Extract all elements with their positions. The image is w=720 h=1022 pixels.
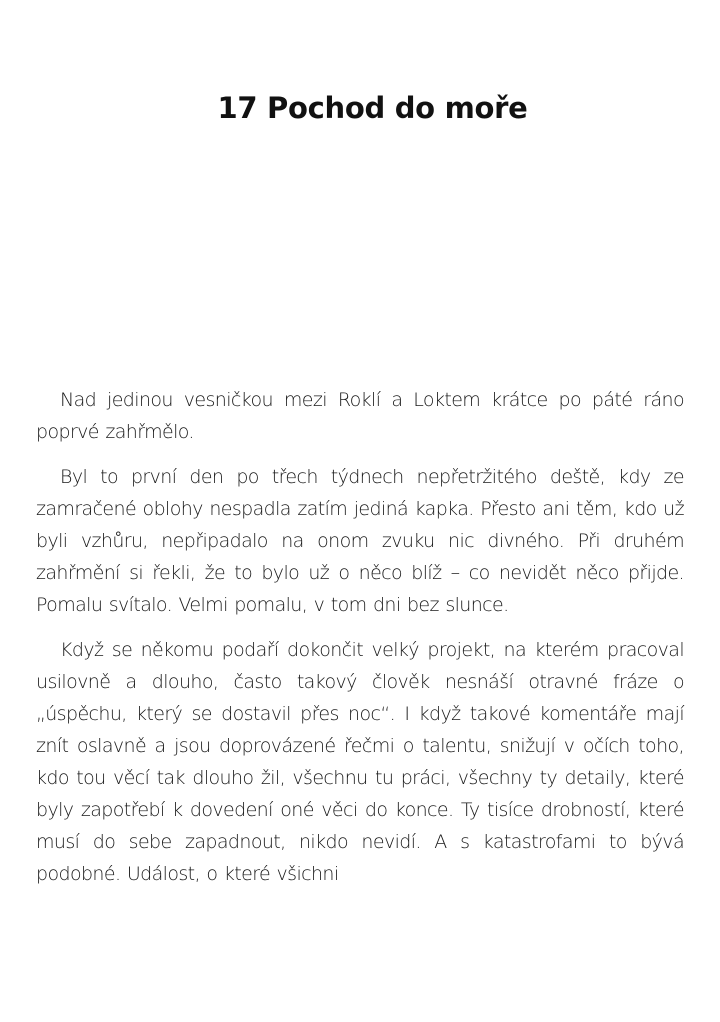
chapter-body [36,384,684,903]
chapter-title: 17 Pochod do moře [217,91,528,125]
paragraph-1: Nad jedinou vesničkou mezi Roklí a Loktem krátce po páté ráno poprvé zahřmělo. [36,389,684,443]
paragraph-3: Když se někomu podaří dokončit velký projekt, na kterém pracoval usilovně a dlouho, často takový člověk nesnáší otravné fráze o „úspěchu, který se dostavil přes noc“. I když takové komentáře mají znít oslavně a jsou doprovázené řečmi o talentu, snižují v očích toho, kdo tou věcí tak dlouho žil, všechnu tu práci, všechny ty detaily, které byly zapotřebí k dovedení oné věci do konce. Ty tisíce drobností, které musí do sebe zapadnout, nikdo nevidí. A s katastrofami to bývá podobné. Událost, o které všichni [36,639,684,885]
paragraph-2: Byl to první den po třech týdnech nepřetržitého deště, kdy ze zamračené oblohy nespadla zatím jediná kapka. Přesto ani těm, kdo už byli vzhůru, nepřipadalo na onom zvuku nic divného. Při druhém zahřmění si řekli, že to bylo už o něco blíž – co nevidět něco přijde. Pomalu svítalo. Velmi pomalu, v tom dni bez slunce. [36,466,684,616]
